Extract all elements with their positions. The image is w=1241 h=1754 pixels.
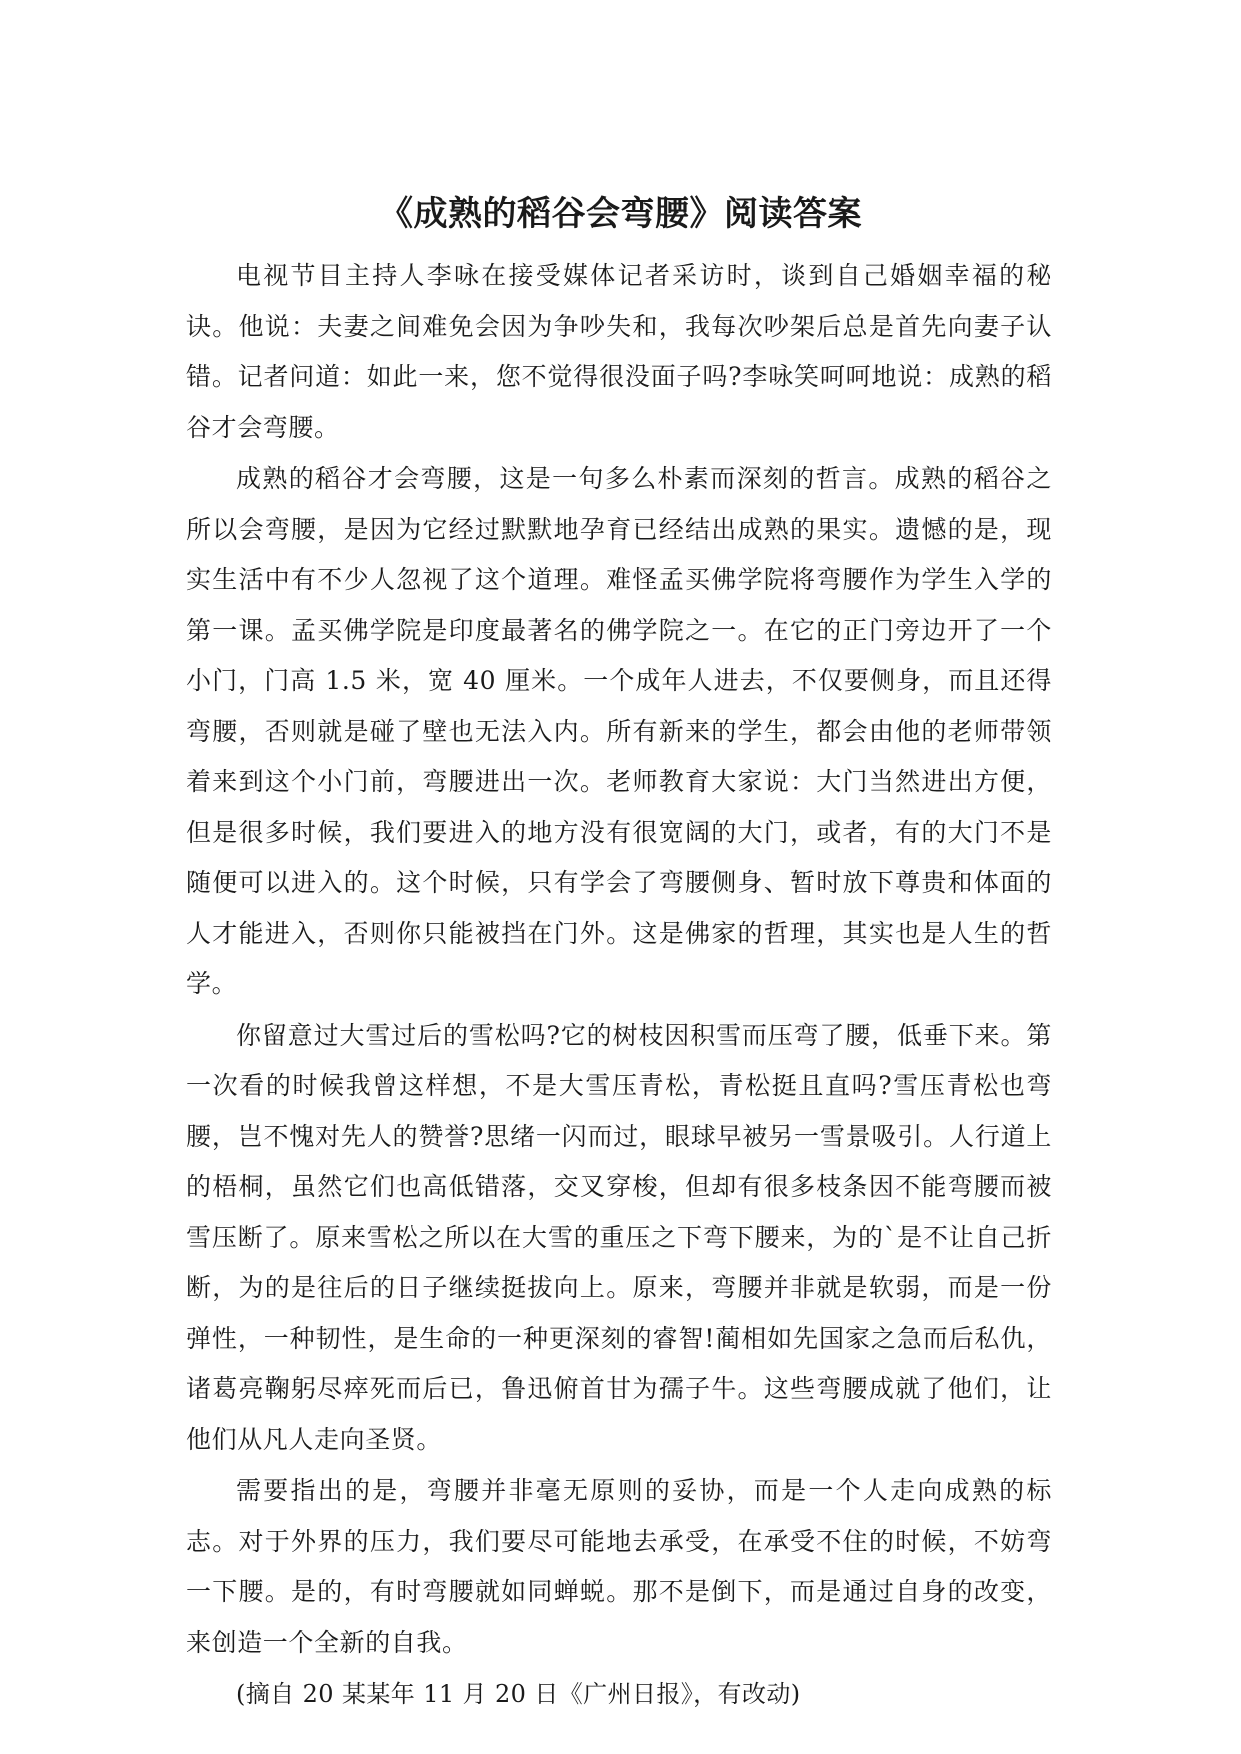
article-paragraph-4: 需要指出的是，弯腰并非毫无原则的妥协，而是一个人走向成熟的标志。对于外界的压力，我们要尽可能地去承受，在承受不住的时候，不妨弯一下腰。是的，有时弯腰就如同蝉蜕。那不是倒下，而是通过自身的改变，来创造一个全新的自我。	[186, 1476, 1052, 1657]
source-note: (摘自 20 某某年 11 月 20 日《广州日报》，有改动)	[236, 1680, 801, 1708]
article-paragraph-2: 成熟的稻谷才会弯腰，这是一句多么朴素而深刻的哲言。成熟的稻谷之所以会弯腰，是因为它经过默默地孕育已经结出成熟的果实。遗憾的是，现实生活中有不少人忽视了这个道理。难怪孟买佛学院将弯腰作为学生入学的第一课。孟买佛学院是印度最著名的佛学院之一。在它的正门旁边开了一个小门，门高 1.5 米，宽 40 厘米。一个成年人进去，不仅要侧身，而且还得弯腰，否则就是碰了壁也无法入内。所有新来的学生，都会由他的老师带领着来到这个小门前，弯腰进出一次。老师教育大家说：大门当然进出方便，但是很多时候，我们要进入的地方没有很宽阔的大门，或者，有的大门不是随便可以进入的。这个时候，只有学会了弯腰侧身、暂时放下尊贵和体面的人才能进入，否则你只能被挡在门外。这是佛家的哲理，其实也是人生的哲学。	[186, 464, 1052, 998]
document-title: 《成熟的稻谷会弯腰》阅读答案	[379, 194, 862, 234]
article-paragraph-1: 电视节目主持人李咏在接受媒体记者采访时，谈到自己婚姻幸福的秘诀。他说：夫妻之间难免会因为争吵失和，我每次吵架后总是首先向妻子认错。记者问道：如此一来，您不觉得很没面子吗?李咏笑呵呵地说：成熟的稻谷才会弯腰。	[186, 261, 1052, 442]
article-paragraph-3: 你留意过大雪过后的雪松吗?它的树枝因积雪而压弯了腰，低垂下来。第一次看的时候我曾这样想，不是大雪压青松，青松挺且直吗?雪压青松也弯腰，岂不愧对先人的赞誉?思绪一闪而过，眼球早被另一雪景吸引。人行道上的梧桐，虽然它们也高低错落，交叉穿梭，但却有很多枝条因不能弯腰而被雪压断了。原来雪松之所以在大雪的重压之下弯下腰来，为的`是不让自己折断，为的是往后的日子继续挺拔向上。原来，弯腰并非就是软弱，而是一份弹性，一种韧性，是生命的一种更深刻的睿智!蔺相如先国家之急而后私仇，诸葛亮鞠躬尽瘁死而后已，鲁迅俯首甘为孺子牛。这些弯腰成就了他们，让他们从凡人走向圣贤。	[186, 1020, 1052, 1454]
article-body	[186, 251, 1052, 1718]
